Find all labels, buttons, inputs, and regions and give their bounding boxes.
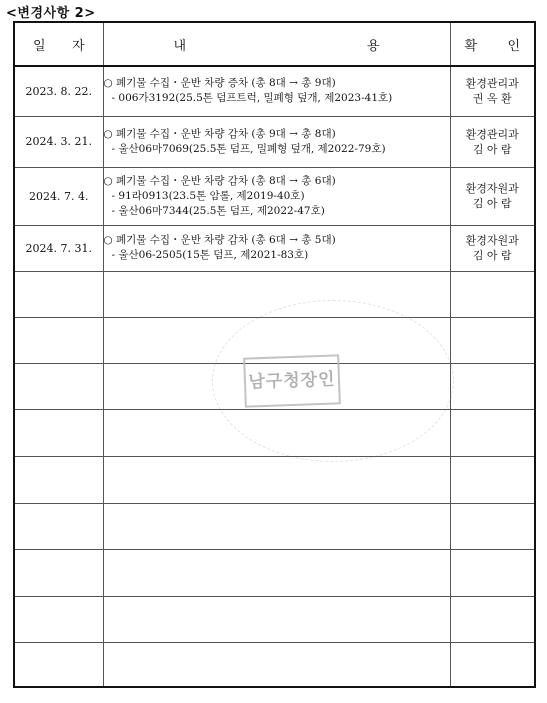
header-date-char-1: 일 bbox=[33, 38, 46, 54]
row-sub-text: - 울산06마7069(25.5톤 덤프, 밀폐형 덮개, 제2022-79호) bbox=[111, 142, 386, 155]
row-confirm bbox=[450, 225, 535, 271]
row-department: 환경자원과 bbox=[465, 234, 519, 247]
row-date: 2024. 7. 31. bbox=[14, 225, 103, 271]
header-confirm-char-1: 확 bbox=[464, 38, 478, 54]
change-log-table bbox=[13, 21, 536, 688]
empty-row bbox=[14, 271, 535, 317]
empty-row bbox=[14, 456, 535, 503]
row-department: 환경관리과 bbox=[465, 77, 519, 91]
row-sub-text: - 006가3192(25.5톤 덤프트럭, 밀폐형 덮개, 제2023-41호) bbox=[111, 92, 393, 105]
row-officer: 김 아 람 bbox=[472, 142, 512, 156]
empty-row bbox=[14, 503, 535, 549]
header-confirm bbox=[450, 22, 535, 66]
empty-row bbox=[14, 596, 535, 642]
official-seal-stamp bbox=[243, 354, 341, 407]
row-officer: 권 옥 환 bbox=[472, 92, 512, 106]
row-date: 2023. 8. 22. bbox=[14, 66, 103, 116]
row-confirm bbox=[450, 167, 535, 225]
header-content bbox=[103, 22, 450, 66]
row-sub-text: - 울산06-2505(15톤 덤프, 제2021-83호) bbox=[111, 249, 309, 261]
row-content bbox=[103, 66, 450, 116]
row-main-text: ○ 폐기물 수집・운반 차량 감차 (총 9대 → 총 8대) bbox=[103, 127, 336, 140]
row-sub-text: - 91라0913(23.5톤 암롤, 제2019-40호) bbox=[111, 189, 305, 202]
row-sub-text: - 울산06마7344(25.5톤 덤프, 제2022-47호) bbox=[111, 204, 325, 217]
row-department: 환경자원과 bbox=[465, 182, 519, 195]
row-date: 2024. 7. 4. bbox=[14, 167, 103, 225]
header-date-char-2: 자 bbox=[71, 38, 85, 54]
row-content bbox=[103, 167, 450, 225]
row-content bbox=[103, 116, 450, 167]
empty-row bbox=[14, 409, 535, 456]
row-department: 환경관리과 bbox=[465, 127, 519, 141]
empty-row bbox=[14, 549, 535, 596]
row-content bbox=[103, 225, 450, 271]
header-confirm-char-2: 인 bbox=[507, 38, 520, 54]
row-officer: 김 아 람 bbox=[472, 249, 512, 262]
row-main-text: ○ 폐기물 수집・운반 차량 감차 (총 6대 → 총 5대) bbox=[103, 234, 336, 246]
table-row bbox=[14, 225, 535, 271]
header-content-char-2: 용 bbox=[366, 38, 380, 54]
table-row bbox=[14, 116, 535, 167]
empty-row bbox=[14, 642, 535, 687]
section-title: <변경사항 2> bbox=[6, 6, 96, 21]
row-date: 2024. 3. 21. bbox=[14, 116, 103, 167]
row-main-text: ○ 폐기물 수집・운반 차량 감차 (총 8대 → 총 6대) bbox=[103, 174, 336, 187]
table-row bbox=[14, 66, 535, 116]
table-row bbox=[14, 167, 535, 225]
row-officer: 김 아 람 bbox=[472, 197, 512, 210]
header-content-char-1: 내 bbox=[173, 38, 187, 54]
stamp-text: 남구청장인 bbox=[248, 369, 336, 393]
row-main-text: ○ 폐기물 수집・운반 차량 증차 (총 8대 → 총 9대) bbox=[103, 77, 336, 90]
header-row bbox=[14, 22, 535, 66]
row-confirm bbox=[450, 66, 535, 116]
row-confirm bbox=[450, 116, 535, 167]
header-date bbox=[14, 22, 103, 66]
